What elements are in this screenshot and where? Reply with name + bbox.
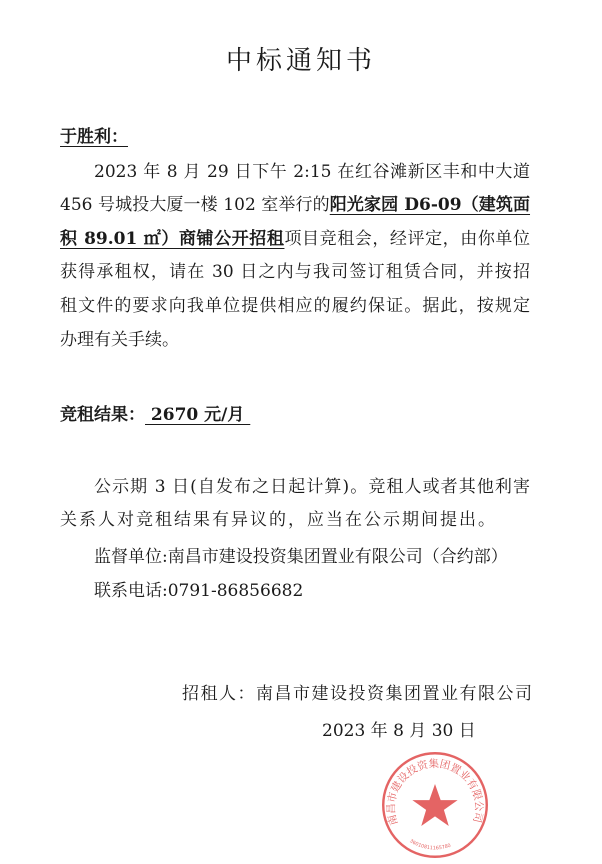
result-label: 竞租结果：: [60, 405, 145, 425]
notice-line: 关系人对竞租结果有异议的，应当在公示期间提出。: [60, 510, 497, 530]
company-seal: [380, 750, 490, 860]
body-line: [60, 228, 530, 250]
issuer: 招租人：南昌市建设投资集团置业有限公司: [182, 684, 534, 704]
body-text: 项目竞租会，经评定，由你单位: [284, 229, 530, 249]
result-value: 2670 元/月: [145, 405, 251, 425]
issue-date: 2023 年 8 月 30 日: [322, 721, 476, 741]
project-name: 积 89.01 ㎡）商铺公开招租: [60, 229, 285, 249]
notice-line: 公示期 3 日(自发布之日起计算)。竞租人或者其他利害: [94, 477, 530, 497]
star-icon: [412, 784, 457, 826]
result-line: [60, 404, 250, 426]
body-line: 租文件的要求向我单位提供相应的履约保证。据此，按规定: [60, 296, 530, 316]
body-text: 456 号城投大厦一楼 102 室举行的: [60, 195, 330, 215]
svg-text:36010811165780: 36010811165780: [408, 838, 452, 852]
supervisor: 监督单位:南昌市建设投资集团置业有限公司（合约部）: [94, 547, 508, 567]
body-line: 办理有关手续。: [60, 330, 179, 350]
contact-phone: 联系电话:0791-86856682: [94, 581, 304, 601]
body-line: [60, 194, 530, 216]
body-line: 获得承租权，请在 30 日之内与我司签订租赁合同，并按招: [60, 262, 530, 282]
body-line: 2023 年 8 月 29 日下午 2:15 在红谷滩新区丰和中大道: [94, 162, 530, 182]
recipient: 于胜利：: [60, 127, 128, 147]
project-name: 阳光家园 D6-09（建筑面: [329, 195, 531, 215]
svg-text:南昌市建设投资集团置业有限公司: 南昌市建设投资集团置业有限公司: [385, 758, 485, 827]
page-title: 中标通知书: [225, 46, 376, 76]
